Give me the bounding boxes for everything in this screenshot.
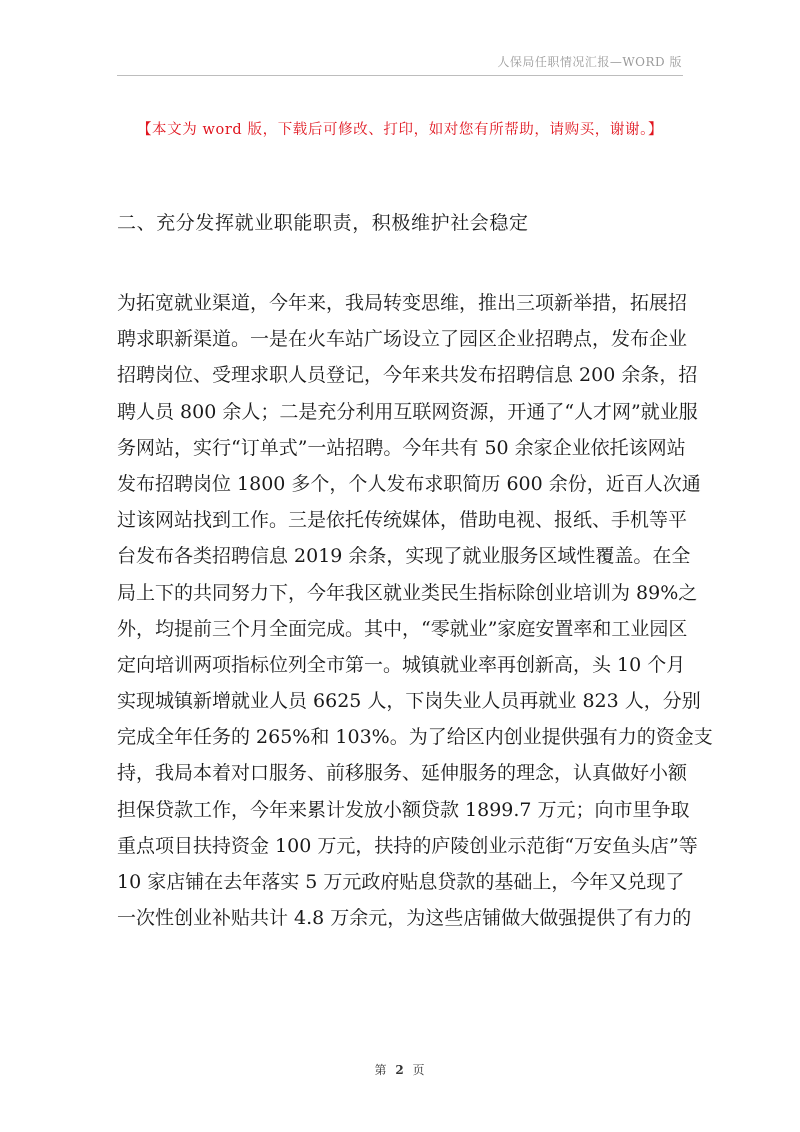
header-rule: [117, 75, 683, 76]
body-paragraph: [117, 285, 713, 936]
section-heading: 二、充分发挥就业职能职责，积极维护社会稳定: [117, 212, 529, 234]
body-line: 实现城镇新增就业人员 6625 人，下岗失业人员再就业 823 人，分别: [117, 690, 701, 713]
body-line: 外，均提前三个月全面完成。其中，“零就业”家庭安置率和工业园区: [117, 617, 688, 640]
page-number: 2: [395, 1063, 405, 1077]
body-line: 招聘岗位、受理求职人员登记，今年来共发布招聘信息 200 余条，招: [117, 364, 698, 387]
body-line: 聘人员 800 余人；二是充分利用互联网资源，开通了“人才网”就业服: [117, 400, 698, 423]
body-line: 定向培训两项指标位列全市第一。城镇就业率再创新高，头 10 个月: [117, 653, 686, 676]
body-line: 台发布各类招聘信息 2019 余条，实现了就业服务区域性覆盖。在全: [117, 545, 691, 568]
word-version-notice: 【本文为 word 版，下载后可修改、打印，如对您有所帮助，请购买，谢谢。】: [136, 122, 664, 138]
footer-prefix: 第: [374, 1063, 388, 1077]
footer-suffix: 页: [412, 1063, 426, 1077]
body-line: 局上下的共同努力下，今年我区就业类民生指标除创业培训为 89%之: [117, 581, 698, 604]
body-line: 聘求职新渠道。一是在火车站广场设立了园区企业招聘点，发布企业: [117, 328, 688, 351]
body-line: 一次性创业补贴共计 4.8 万余元，为这些店铺做大做强提供了有力的: [117, 907, 692, 930]
body-line: 10 家店铺在去年落实 5 万元政府贴息贷款的基础上，今年又兑现了: [117, 871, 685, 893]
header-title: 人保局任职情况汇报—WORD 版: [497, 55, 682, 69]
body-line: 持，我局本着对口服务、前移服务、延伸服务的理念，认真做好小额: [117, 762, 688, 785]
body-line: 务网站，实行“订单式”一站招聘。今年共有 50 余家企业依托该网站: [117, 436, 686, 459]
body-line: 完成全年任务的 265%和 103%。为了给区内创业提供强有力的资金支: [117, 726, 713, 749]
body-line: 担保贷款工作，今年来累计发放小额贷款 1899.7 万元；向市里争取: [117, 798, 690, 821]
body-line: 重点项目扶持资金 100 万元，扶持的庐陵创业示范街“万安鱼头店”等: [117, 834, 698, 857]
body-line: 过该网站找到工作。三是依托传统媒体，借助电视、报纸、手机等平: [117, 509, 688, 532]
page-footer: [0, 1061, 800, 1078]
body-line: 为拓宽就业渠道，今年来，我局转变思维，推出三项新举措，拓展招: [117, 292, 688, 314]
body-line: 发布招聘岗位 1800 多个，个人发布求职简历 600 余份，近百人次通: [117, 472, 701, 495]
